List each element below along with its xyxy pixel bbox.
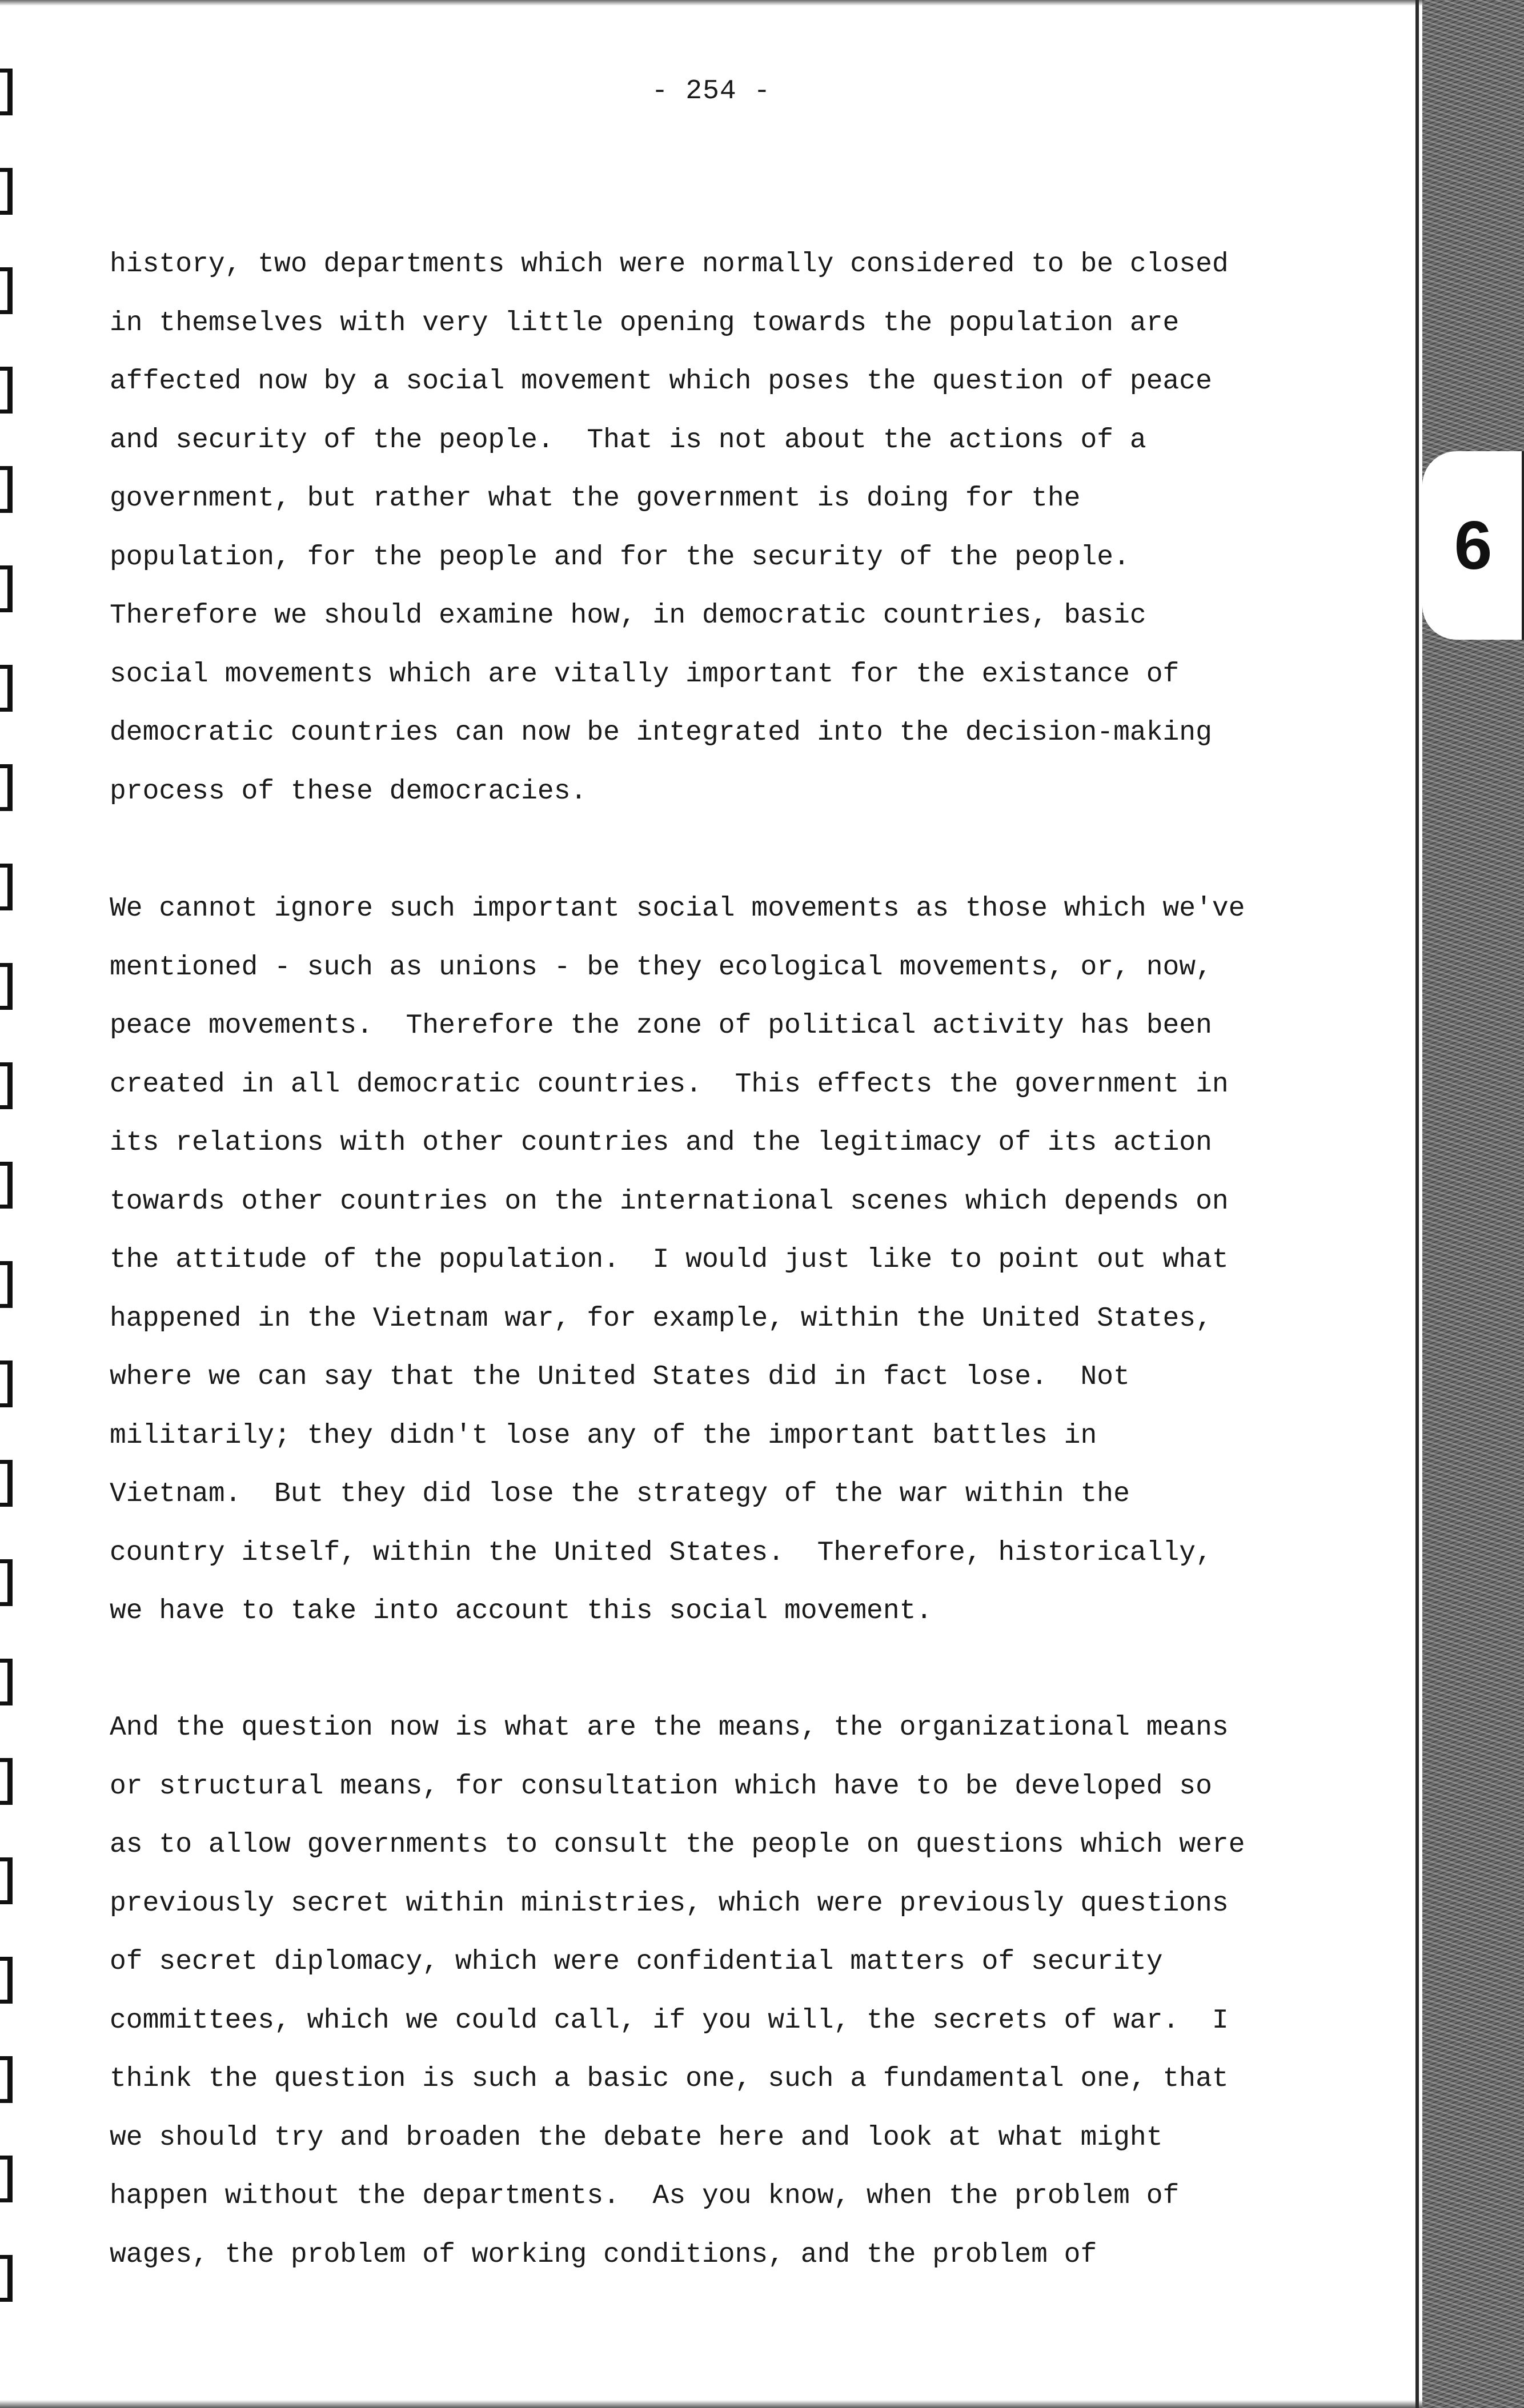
text-line: government, but rather what the government is doing for the: [110, 483, 1081, 514]
binding-bracket: [0, 168, 13, 215]
text-line: the attitude of the population. I would just like to point out what: [110, 1245, 1229, 1275]
text-line: wages, the problem of working conditions, and the problem of: [110, 2239, 1097, 2270]
section-tab-label: 6: [1454, 507, 1493, 584]
binding-bracket: [0, 665, 13, 712]
binding-bracket: [0, 1460, 13, 1507]
paragraph-1: [110, 235, 1395, 821]
text-line: or structural means, for consultation which have to be developed so: [110, 1771, 1212, 1802]
text-line: in themselves with very little opening towards the population are: [110, 307, 1180, 339]
section-tab: [1422, 451, 1524, 640]
page-right-edge: [1415, 0, 1419, 2408]
binding-bracket: [0, 1957, 13, 2004]
scan-shadow-edge: [1422, 0, 1524, 2408]
text-line: committees, which we could call, if you will, the secrets of war. I: [110, 2005, 1229, 2036]
text-line: democratic countries can now be integrated into the decision-making: [110, 717, 1212, 748]
binding-bracket: [0, 565, 13, 612]
paragraph-2: [110, 880, 1395, 1641]
binding-bracket: [0, 2255, 13, 2302]
scan-bottom-edge: [0, 2400, 1422, 2408]
binding-bracket: [0, 1162, 13, 1209]
scan-top-edge: [0, 0, 1422, 6]
binding-bracket: [0, 466, 13, 513]
text-line: Therefore we should examine how, in democratic countries, basic: [110, 600, 1146, 631]
text-line: as to allow governments to consult the people on questions which were: [110, 1829, 1245, 1860]
binding-bracket: [0, 1261, 13, 1308]
paragraph-3: [110, 1699, 1395, 2284]
text-line: happen without the departments. As you know, when the problem of: [110, 2181, 1180, 2212]
binding-bracket: [0, 267, 13, 314]
binding-bracket: [0, 1559, 13, 1606]
text-line: militarily; they didn't lose any of the important battles in: [110, 1420, 1097, 1451]
binding-bracket: [0, 1360, 13, 1407]
text-line: social movements which are vitally important for the existance of: [110, 659, 1180, 690]
text-line: where we can say that the United States did in fact lose. Not: [110, 1362, 1130, 1392]
binding-bracket: [0, 1857, 13, 1904]
binding-bracket: [0, 864, 13, 910]
binding-bracket: [0, 1062, 13, 1109]
text-line: think the question is such a basic one, such a fundamental one, that: [110, 2064, 1229, 2094]
text-line: we should try and broaden the debate here and look at what might: [110, 2122, 1163, 2153]
binding-bracket: [0, 1659, 13, 1705]
text-line: of secret diplomacy, which were confidential matters of security: [110, 1947, 1163, 1977]
binding-bracket: [0, 2056, 13, 2103]
binding-bracket: [0, 2156, 13, 2202]
binding-bracket: [0, 367, 13, 414]
text-line: mentioned - such as unions - be they ecological movements, or, now,: [110, 952, 1212, 983]
text-line: and security of the people. That is not about the actions of a: [110, 424, 1146, 456]
text-line: We cannot ignore such important social movements as those which we've: [110, 893, 1245, 924]
text-line: affected now by a social movement which poses the question of peace: [110, 366, 1212, 397]
text-line: previously secret within ministries, which were previously questions: [110, 1888, 1229, 1919]
page-number: - 254 -: [651, 76, 771, 107]
text-line: history, two departments which were normally considered to be closed: [110, 249, 1229, 280]
text-line: its relations with other countries and the legitimacy of its action: [110, 1127, 1212, 1158]
binding-bracket: [0, 764, 13, 811]
text-line: country itself, within the United States. Therefore, historically,: [110, 1537, 1212, 1568]
text-line: population, for the people and for the security of the people.: [110, 541, 1130, 573]
text-line: we have to take into account this social movement.: [110, 1596, 933, 1627]
binding-bracket: [0, 1758, 13, 1805]
text-line: Vietnam. But they did lose the strategy of the war within the: [110, 1479, 1130, 1510]
text-line: process of these democracies.: [110, 776, 587, 807]
text-line: towards other countries on the international scenes which depends on: [110, 1186, 1229, 1217]
text-line: And the question now is what are the means, the organizational means: [110, 1712, 1229, 1743]
text-line: created in all democratic countries. This effects the government in: [110, 1069, 1229, 1100]
text-line: peace movements. Therefore the zone of political activity has been: [110, 1010, 1212, 1041]
text-line: happened in the Vietnam war, for example, within the United States,: [110, 1303, 1212, 1334]
binding-bracket: [0, 963, 13, 1010]
